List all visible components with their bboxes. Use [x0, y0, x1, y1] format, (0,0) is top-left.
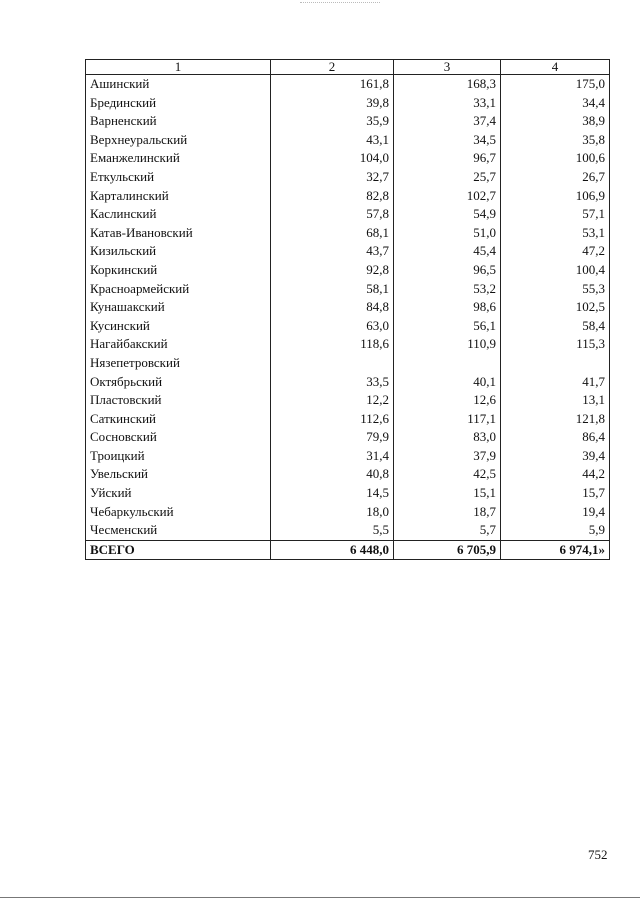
value-cell-col4: 13,1	[501, 391, 610, 410]
value-cell-col4: 34,4	[501, 94, 610, 113]
table-row	[86, 354, 610, 373]
table-row	[86, 261, 610, 280]
value-cell-col2: 39,8	[271, 94, 394, 113]
value-cell-col4: 86,4	[501, 428, 610, 447]
value-cell-col3: 54,9	[394, 205, 501, 224]
value-cell-col4: 175,0	[501, 75, 610, 94]
value-cell-col4: 100,4	[501, 261, 610, 280]
value-cell-col3: 96,5	[394, 261, 501, 280]
district-name-cell: Варненский	[86, 112, 271, 131]
data-table	[85, 59, 610, 560]
district-name-cell: Уйский	[86, 484, 271, 503]
table-row	[86, 428, 610, 447]
value-cell-col2: 14,5	[271, 484, 394, 503]
column-header-3: 3	[394, 60, 501, 75]
table-row	[86, 298, 610, 317]
value-cell-col2: 31,4	[271, 447, 394, 466]
value-cell-col2: 57,8	[271, 205, 394, 224]
table-row	[86, 447, 610, 466]
value-cell-col4: 44,2	[501, 465, 610, 484]
value-cell-col3: 37,4	[394, 112, 501, 131]
value-cell-col4: 39,4	[501, 447, 610, 466]
table-row	[86, 75, 610, 94]
district-name-cell: Красноармейский	[86, 280, 271, 299]
district-name-cell: Троицкий	[86, 447, 271, 466]
value-cell-col3: 37,9	[394, 447, 501, 466]
value-cell-col3: 42,5	[394, 465, 501, 484]
district-name-cell: Коркинский	[86, 261, 271, 280]
value-cell-col3: 56,1	[394, 317, 501, 336]
value-cell-col2: 58,1	[271, 280, 394, 299]
value-cell-col3: 15,1	[394, 484, 501, 503]
column-header-4: 4	[501, 60, 610, 75]
header-row	[86, 60, 610, 75]
table-row	[86, 94, 610, 113]
value-cell-col4: 106,9	[501, 187, 610, 206]
page-number: 752	[588, 847, 608, 862]
value-cell-col2: 32,7	[271, 168, 394, 187]
table-row	[86, 335, 610, 354]
value-cell-col2: 118,6	[271, 335, 394, 354]
table-row	[86, 410, 610, 429]
value-cell-col2: 79,9	[271, 428, 394, 447]
value-cell-col2: 43,7	[271, 242, 394, 261]
value-cell-col3: 40,1	[394, 373, 501, 392]
table-row	[86, 187, 610, 206]
value-cell-col2: 82,8	[271, 187, 394, 206]
value-cell-col4: 115,3	[501, 335, 610, 354]
value-cell-col2: 43,1	[271, 131, 394, 150]
district-name-cell: Ашинский	[86, 75, 271, 94]
table-row	[86, 521, 610, 540]
value-cell-col4: 102,5	[501, 298, 610, 317]
total-value-cell-col2: 6 448,0	[271, 540, 394, 560]
value-cell-col4: 55,3	[501, 280, 610, 299]
district-name-cell: Кизильский	[86, 242, 271, 261]
value-cell-col2: 112,6	[271, 410, 394, 429]
value-cell-col3: 98,6	[394, 298, 501, 317]
page-bottom-rule	[0, 897, 640, 898]
district-name-cell: Карталинский	[86, 187, 271, 206]
value-cell-col2: 35,9	[271, 112, 394, 131]
value-cell-col4: 26,7	[501, 168, 610, 187]
column-header-2: 2	[271, 60, 394, 75]
district-name-cell: Каслинский	[86, 205, 271, 224]
district-name-cell: Катав-Ивановский	[86, 224, 271, 243]
district-name-cell: Саткинский	[86, 410, 271, 429]
value-cell-col4: 19,4	[501, 503, 610, 522]
table-row	[86, 131, 610, 150]
total-row	[86, 540, 610, 560]
value-cell-col2: 104,0	[271, 149, 394, 168]
district-name-cell: Нязепетровский	[86, 354, 271, 373]
value-cell-col2: 18,0	[271, 503, 394, 522]
value-cell-col3: 34,5	[394, 131, 501, 150]
value-cell-col2	[271, 354, 394, 373]
district-name-cell: Еманжелинский	[86, 149, 271, 168]
table-row	[86, 465, 610, 484]
district-name-cell: Еткульский	[86, 168, 271, 187]
value-cell-col2: 40,8	[271, 465, 394, 484]
value-cell-col4: 15,7	[501, 484, 610, 503]
value-cell-col3: 53,2	[394, 280, 501, 299]
value-cell-col4: 35,8	[501, 131, 610, 150]
district-name-cell: Увельский	[86, 465, 271, 484]
value-cell-col4: 5,9	[501, 521, 610, 540]
value-cell-col4: 47,2	[501, 242, 610, 261]
total-value-cell-col3: 6 705,9	[394, 540, 501, 560]
table-row	[86, 224, 610, 243]
table-body	[86, 75, 610, 560]
district-name-cell: Брединский	[86, 94, 271, 113]
value-cell-col3: 5,7	[394, 521, 501, 540]
value-cell-col4: 38,9	[501, 112, 610, 131]
table-row	[86, 484, 610, 503]
value-cell-col4	[501, 354, 610, 373]
value-cell-col4: 57,1	[501, 205, 610, 224]
value-cell-col3: 25,7	[394, 168, 501, 187]
table-row	[86, 391, 610, 410]
value-cell-col3: 83,0	[394, 428, 501, 447]
value-cell-col3: 110,9	[394, 335, 501, 354]
value-cell-col3: 12,6	[394, 391, 501, 410]
value-cell-col2: 5,5	[271, 521, 394, 540]
value-cell-col3: 51,0	[394, 224, 501, 243]
table-row	[86, 205, 610, 224]
district-name-cell: Верхнеуральский	[86, 131, 271, 150]
value-cell-col4: 53,1	[501, 224, 610, 243]
value-cell-col3	[394, 354, 501, 373]
value-cell-col3: 96,7	[394, 149, 501, 168]
value-cell-col2: 161,8	[271, 75, 394, 94]
district-name-cell: Чесменский	[86, 521, 271, 540]
value-cell-col2: 84,8	[271, 298, 394, 317]
table-row	[86, 503, 610, 522]
table-row	[86, 168, 610, 187]
value-cell-col2: 12,2	[271, 391, 394, 410]
district-name-cell: Кусинский	[86, 317, 271, 336]
value-cell-col3: 45,4	[394, 242, 501, 261]
value-cell-col4: 121,8	[501, 410, 610, 429]
district-name-cell: Нагайбакский	[86, 335, 271, 354]
district-name-cell: Чебаркульский	[86, 503, 271, 522]
district-name-cell: Пластовский	[86, 391, 271, 410]
table-row	[86, 280, 610, 299]
value-cell-col2: 92,8	[271, 261, 394, 280]
total-value-cell-col4: 6 974,1»	[501, 540, 610, 560]
scan-artifact	[300, 2, 380, 7]
value-cell-col2: 63,0	[271, 317, 394, 336]
value-cell-col4: 41,7	[501, 373, 610, 392]
value-cell-col3: 168,3	[394, 75, 501, 94]
value-cell-col4: 100,6	[501, 149, 610, 168]
value-cell-col2: 33,5	[271, 373, 394, 392]
total-label-cell: ВСЕГО	[86, 540, 271, 560]
table-row	[86, 149, 610, 168]
value-cell-col3: 102,7	[394, 187, 501, 206]
table-row	[86, 242, 610, 261]
table-row	[86, 317, 610, 336]
district-name-cell: Октябрьский	[86, 373, 271, 392]
column-header-1: 1	[86, 60, 271, 75]
value-cell-col4: 58,4	[501, 317, 610, 336]
table-row	[86, 112, 610, 131]
value-cell-col2: 68,1	[271, 224, 394, 243]
table-row	[86, 373, 610, 392]
value-cell-col3: 117,1	[394, 410, 501, 429]
district-name-cell: Кунашакский	[86, 298, 271, 317]
value-cell-col3: 33,1	[394, 94, 501, 113]
district-name-cell: Сосновский	[86, 428, 271, 447]
value-cell-col3: 18,7	[394, 503, 501, 522]
